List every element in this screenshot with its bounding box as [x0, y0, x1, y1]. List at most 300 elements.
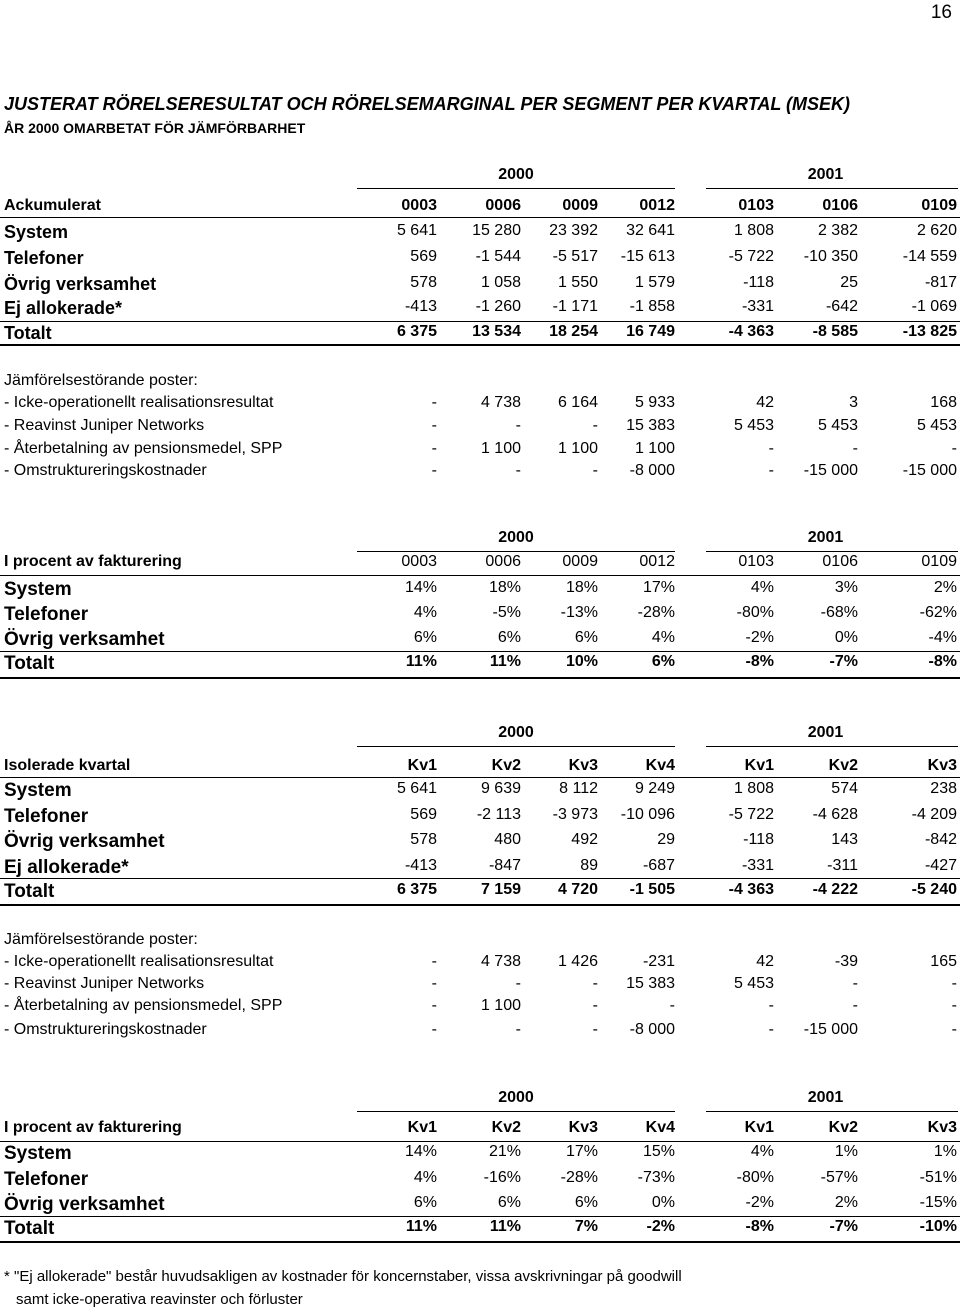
cell-value: Kv1 [407, 757, 437, 774]
cell-value: 11% [489, 1218, 521, 1235]
cell-value: 0009 [562, 553, 598, 570]
cell-value: 1 100 [634, 440, 675, 457]
cell-value: 5 453 [733, 975, 774, 992]
cell-value: 4% [413, 604, 437, 621]
row-label: System [4, 1143, 72, 1164]
year-2000: 2000 [498, 529, 534, 546]
cell-value: - [592, 975, 598, 992]
cell-value: 29 [657, 831, 675, 848]
cell-value: 6% [574, 629, 598, 646]
cell-value: 1 808 [733, 222, 774, 239]
cell-value: - [768, 1021, 774, 1038]
items-heading: Jämförelsestörande poster: [4, 931, 198, 948]
cell-value: 0106 [822, 553, 858, 570]
row-label: System [4, 780, 72, 801]
cell-value: 1 100 [480, 997, 521, 1014]
year-underline [357, 188, 675, 189]
cell-value: 6% [574, 1194, 598, 1211]
page-number: 16 [930, 2, 952, 23]
cell-value: - [431, 417, 437, 434]
cell-value: 14% [404, 579, 437, 596]
cell-value: 0% [651, 1194, 675, 1211]
cell-value: -231 [642, 953, 675, 970]
cell-value: -2% [745, 629, 774, 646]
cell-value: -8 585 [812, 323, 858, 340]
year-2000: 2000 [498, 1089, 534, 1106]
cell-value: 6% [413, 1194, 437, 1211]
cell-value: - [852, 440, 858, 457]
cell-value: 4% [651, 629, 675, 646]
cell-value: 18% [488, 579, 521, 596]
cell-value: - [768, 440, 774, 457]
cell-value: -5 240 [911, 881, 957, 898]
cell-value: 1 808 [733, 780, 774, 797]
cell-value: 5 453 [733, 417, 774, 434]
cell-value: -10 096 [620, 806, 675, 823]
year-underline [706, 746, 958, 747]
cell-value: 238 [930, 780, 957, 797]
cell-value: -8 000 [629, 1021, 675, 1038]
total-rule [0, 878, 960, 879]
year-2001: 2001 [807, 529, 844, 546]
table-row [0, 579, 960, 603]
cell-value: -2 113 [476, 806, 521, 823]
cell-value: 0% [834, 629, 858, 646]
cell-value: 15 383 [626, 975, 675, 992]
row-label: - Reavinst Juniper Networks [4, 417, 205, 434]
cell-value: - [515, 1021, 521, 1038]
cell-value: 8 112 [559, 780, 598, 797]
cell-value: - [852, 997, 858, 1014]
cell-value: -118 [743, 274, 774, 291]
cell-value: 0009 [562, 197, 598, 214]
row-label: Övrig verksamhet [4, 274, 157, 294]
row-label: Telefoner [4, 604, 89, 625]
item-row [0, 394, 960, 418]
header-rule [0, 1141, 960, 1142]
cell-value: -5 722 [728, 248, 774, 265]
cell-value: 569 [410, 248, 437, 265]
row-label: I procent av fakturering [4, 553, 182, 570]
cell-value: 17% [642, 579, 675, 596]
cell-value: -331 [741, 857, 774, 874]
cell-value: 15 383 [626, 417, 675, 434]
cell-value: -311 [827, 857, 858, 874]
cell-value: 168 [930, 394, 957, 411]
cell-value: - [768, 997, 774, 1014]
row-label: - Icke-operationellt realisationsresultat [4, 953, 274, 970]
cell-value: 25 [840, 274, 858, 291]
cell-value: - [431, 394, 437, 411]
total-row [0, 881, 960, 905]
cell-value: 42 [756, 394, 774, 411]
cell-value: - [951, 1021, 957, 1038]
cell-value: -5 517 [552, 248, 598, 265]
cell-value: 0103 [738, 553, 774, 570]
item-row [0, 440, 960, 464]
page-subtitle: ÅR 2000 OMARBETAT FÖR JÄMFÖRBARHET [4, 120, 306, 136]
cell-value: 1 550 [557, 274, 598, 291]
cell-value: 15 280 [472, 222, 521, 239]
cell-value: -51% [919, 1169, 957, 1186]
row-label: Totalt [4, 1218, 55, 1239]
row-label: - Reavinst Juniper Networks [4, 975, 205, 992]
cell-value: - [951, 997, 957, 1014]
cell-value: 10% [565, 653, 598, 670]
table-row [0, 831, 960, 855]
cell-value: -331 [741, 298, 774, 315]
cell-value: -4 363 [728, 881, 774, 898]
table-row [0, 629, 960, 653]
table-row [0, 274, 960, 298]
row-label: - Återbetalning av pensionsmedel, SPP [4, 997, 283, 1014]
cell-value: 0003 [401, 553, 437, 570]
item-row [0, 417, 960, 441]
cell-value: -57% [820, 1169, 858, 1186]
row-label: - Omstruktureringskostnader [4, 1021, 207, 1038]
item-row [0, 997, 960, 1021]
row-label: Ej allokerade* [4, 298, 123, 318]
cell-value: -1 858 [629, 298, 675, 315]
cell-value: 5 453 [916, 417, 957, 434]
cell-value: 3% [834, 579, 858, 596]
cell-value: -8% [928, 653, 957, 670]
footnote: * "Ej allokerade" består huvudsakligen av kostnader för koncernstaber, vissa avskrivningar på goodwill [4, 1268, 682, 1285]
cell-value: -3 973 [552, 806, 598, 823]
cell-value: 4% [750, 579, 774, 596]
cell-value: 18 254 [549, 323, 598, 340]
cell-value: -4 209 [911, 806, 957, 823]
cell-value: 4 720 [557, 881, 598, 898]
year-underline [706, 551, 958, 552]
cell-value: - [592, 462, 598, 479]
item-row [0, 953, 960, 977]
cell-value: -687 [642, 857, 675, 874]
cell-value: -28% [560, 1169, 598, 1186]
cell-value: -4 628 [812, 806, 858, 823]
row-label: Övrig verksamhet [4, 629, 165, 650]
cell-value: 6 164 [557, 394, 598, 411]
cell-value: 89 [580, 857, 598, 874]
cell-value: -1 505 [629, 881, 675, 898]
cell-value: - [592, 997, 598, 1014]
row-label: Övrig verksamhet [4, 831, 165, 852]
cell-value: -7% [829, 653, 858, 670]
cell-value: 0006 [485, 553, 521, 570]
cell-value: - [431, 462, 437, 479]
total-row [0, 1218, 960, 1242]
cell-value: 0109 [921, 197, 957, 214]
cell-value: Kv4 [645, 1119, 675, 1136]
cell-value: Kv2 [828, 757, 858, 774]
cell-value: -1 260 [475, 298, 521, 315]
cell-value: 21% [488, 1143, 521, 1160]
cell-value: Kv3 [927, 1119, 957, 1136]
cell-value: -15% [919, 1194, 957, 1211]
cell-value: - [592, 417, 598, 434]
cell-value: 1 100 [480, 440, 521, 457]
cell-value: -15 000 [803, 462, 858, 479]
cell-value: -28% [637, 604, 675, 621]
table-row [0, 1143, 960, 1167]
cell-value: -2% [646, 1218, 675, 1235]
year-underline [357, 551, 675, 552]
cell-value: Kv2 [491, 757, 521, 774]
row-label: Ej allokerade* [4, 857, 129, 878]
cell-value: 0012 [639, 197, 675, 214]
cell-value: 578 [410, 274, 437, 291]
row-label: I procent av fakturering [4, 1119, 182, 1136]
total-underline [0, 344, 960, 346]
cell-value: Kv2 [491, 1119, 521, 1136]
cell-value: 2% [933, 579, 957, 596]
cell-value: -847 [488, 857, 521, 874]
row-label: System [4, 222, 69, 242]
cell-value: -4% [928, 629, 957, 646]
cell-value: -14 559 [902, 248, 957, 265]
table-row [0, 604, 960, 628]
cell-value: -5% [492, 604, 521, 621]
cell-value: -1 171 [552, 298, 598, 315]
row-label: - Omstruktureringskostnader [4, 462, 207, 479]
cell-value: 4% [750, 1143, 774, 1160]
year-2001: 2001 [807, 724, 844, 741]
row-label: Telefoner [4, 1169, 89, 1190]
cell-value: 2 382 [817, 222, 858, 239]
cell-value: 3 [849, 394, 858, 411]
cell-value: 13 534 [472, 323, 521, 340]
column-header-row [0, 1119, 960, 1143]
row-label: Totalt [4, 323, 52, 343]
cell-value: -62% [919, 604, 957, 621]
row-label: System [4, 579, 72, 600]
row-label: Totalt [4, 653, 55, 674]
row-label: - Icke-operationellt realisationsresultat [4, 394, 274, 411]
cell-value: -842 [924, 831, 957, 848]
table-row [0, 222, 960, 246]
cell-value: 1 058 [480, 274, 521, 291]
cell-value: Kv3 [568, 1119, 598, 1136]
cell-value: 7 159 [480, 881, 521, 898]
table-row [0, 780, 960, 804]
cell-value: -68% [820, 604, 858, 621]
cell-value: -817 [924, 274, 957, 291]
cell-value: 15% [642, 1143, 675, 1160]
cell-value: 143 [831, 831, 858, 848]
cell-value: -80% [736, 604, 774, 621]
cell-value: - [768, 462, 774, 479]
cell-value: Kv3 [568, 757, 598, 774]
column-header-row [0, 553, 960, 577]
year-2001: 2001 [807, 166, 844, 183]
row-label: Övrig verksamhet [4, 1194, 165, 1215]
cell-value: 18% [565, 579, 598, 596]
cell-value: 2 620 [916, 222, 957, 239]
cell-value: 480 [494, 831, 521, 848]
cell-value: Kv1 [407, 1119, 437, 1136]
cell-value: -10% [919, 1218, 957, 1235]
cell-value: 5 641 [396, 222, 437, 239]
cell-value: 1 579 [634, 274, 675, 291]
cell-value: 4% [413, 1169, 437, 1186]
total-underline [0, 677, 960, 679]
cell-value: Kv2 [828, 1119, 858, 1136]
cell-value: -80% [736, 1169, 774, 1186]
cell-value: - [515, 417, 521, 434]
cell-value: 16 749 [626, 323, 675, 340]
cell-value: 0103 [738, 197, 774, 214]
cell-value: -15 000 [803, 1021, 858, 1038]
cell-value: -4 363 [728, 323, 774, 340]
cell-value: -8% [745, 653, 774, 670]
cell-value: 6 375 [396, 881, 437, 898]
cell-value: 6% [651, 653, 675, 670]
year-underline [706, 1111, 958, 1112]
row-label: Totalt [4, 881, 55, 902]
page-title: JUSTERAT RÖRELSERESULTAT OCH RÖRELSEMARGINAL PER SEGMENT PER KVARTAL (MSEK) [4, 94, 851, 114]
item-row [0, 462, 960, 486]
cell-value: - [431, 440, 437, 457]
row-label: Ackumulerat [4, 197, 101, 214]
row-label: - Återbetalning av pensionsmedel, SPP [4, 440, 283, 457]
cell-value: 5 933 [634, 394, 675, 411]
cell-value: 6% [497, 629, 521, 646]
cell-value: 0109 [921, 553, 957, 570]
cell-value: -8% [745, 1218, 774, 1235]
table-row [0, 1169, 960, 1193]
cell-value: 5 453 [817, 417, 858, 434]
cell-value: 4 738 [480, 394, 521, 411]
year-underline [357, 746, 675, 747]
year-2001: 2001 [807, 1089, 844, 1106]
cell-value: -13% [560, 604, 598, 621]
cell-value: 6% [413, 629, 437, 646]
total-row [0, 653, 960, 677]
items-heading: Jämförelsestörande poster: [4, 372, 198, 389]
cell-value: 0012 [639, 553, 675, 570]
cell-value: 1% [933, 1143, 957, 1160]
cell-value: 7% [574, 1218, 598, 1235]
total-underline [0, 1241, 960, 1243]
cell-value: - [852, 975, 858, 992]
cell-value: 14% [404, 1143, 437, 1160]
cell-value: - [431, 975, 437, 992]
cell-value: - [431, 1021, 437, 1038]
total-rule [0, 321, 960, 322]
cell-value: -413 [404, 857, 437, 874]
cell-value: 42 [756, 953, 774, 970]
cell-value: - [592, 1021, 598, 1038]
cell-value: -73% [637, 1169, 675, 1186]
cell-value: -2% [745, 1194, 774, 1211]
cell-value: 11% [405, 653, 437, 670]
cell-value: 11% [405, 1218, 437, 1235]
year-2000: 2000 [498, 166, 534, 183]
cell-value: 0006 [485, 197, 521, 214]
cell-value: -5 722 [728, 806, 774, 823]
cell-value: 1 100 [557, 440, 598, 457]
cell-value: 32 641 [626, 222, 675, 239]
cell-value: -10 350 [803, 248, 858, 265]
cell-value: -4 222 [812, 881, 858, 898]
total-rule [0, 651, 960, 652]
cell-value: Kv1 [744, 757, 774, 774]
cell-value: -39 [834, 953, 858, 970]
cell-value: 574 [831, 780, 858, 797]
cell-value: -15 000 [902, 462, 957, 479]
cell-value: Kv3 [927, 757, 957, 774]
year-underline [706, 188, 958, 189]
cell-value: -1 069 [911, 298, 957, 315]
cell-value: - [515, 462, 521, 479]
cell-value: -8 000 [629, 462, 675, 479]
cell-value: 17% [565, 1143, 598, 1160]
cell-value: Kv4 [645, 757, 675, 774]
row-label: Isolerade kvartal [4, 757, 131, 774]
cell-value: - [951, 440, 957, 457]
item-row [0, 1021, 960, 1045]
cell-value: 5 641 [396, 780, 437, 797]
table-row [0, 248, 960, 272]
total-underline [0, 904, 960, 906]
cell-value: 578 [410, 831, 437, 848]
cell-value: 9 639 [480, 780, 521, 797]
cell-value: 11% [489, 653, 521, 670]
cell-value: 569 [410, 806, 437, 823]
cell-value: -13 825 [902, 323, 957, 340]
header-rule [0, 217, 960, 218]
table-row [0, 298, 960, 322]
cell-value: - [951, 975, 957, 992]
cell-value: -118 [743, 831, 774, 848]
cell-value: - [515, 975, 521, 992]
year-2000: 2000 [498, 724, 534, 741]
cell-value: -413 [404, 298, 437, 315]
cell-value: Kv1 [744, 1119, 774, 1136]
footnote-continued: samt icke-operativa reavinster och förluster [16, 1291, 303, 1308]
cell-value: 6 375 [396, 323, 437, 340]
cell-value: 165 [930, 953, 957, 970]
cell-value: 4 738 [480, 953, 521, 970]
cell-value: 1 426 [557, 953, 598, 970]
cell-value: 0106 [822, 197, 858, 214]
year-underline [357, 1111, 675, 1112]
cell-value: 2% [834, 1194, 858, 1211]
item-row [0, 975, 960, 999]
cell-value: 1% [834, 1143, 858, 1160]
header-rule [0, 575, 960, 576]
total-rule [0, 1216, 960, 1217]
cell-value: 23 392 [549, 222, 598, 239]
cell-value: 6% [497, 1194, 521, 1211]
cell-value: - [431, 953, 437, 970]
table-row [0, 1194, 960, 1218]
header-rule [0, 777, 960, 778]
cell-value: -1 544 [475, 248, 521, 265]
cell-value: - [669, 997, 675, 1014]
row-label: Telefoner [4, 248, 84, 268]
cell-value: - [431, 997, 437, 1014]
cell-value: -427 [924, 857, 957, 874]
table-row [0, 806, 960, 830]
cell-value: 492 [571, 831, 598, 848]
cell-value: -7% [829, 1218, 858, 1235]
cell-value: 9 249 [634, 780, 675, 797]
cell-value: -16% [483, 1169, 521, 1186]
cell-value: 0003 [401, 197, 437, 214]
cell-value: -15 613 [620, 248, 675, 265]
row-label: Telefoner [4, 806, 89, 827]
